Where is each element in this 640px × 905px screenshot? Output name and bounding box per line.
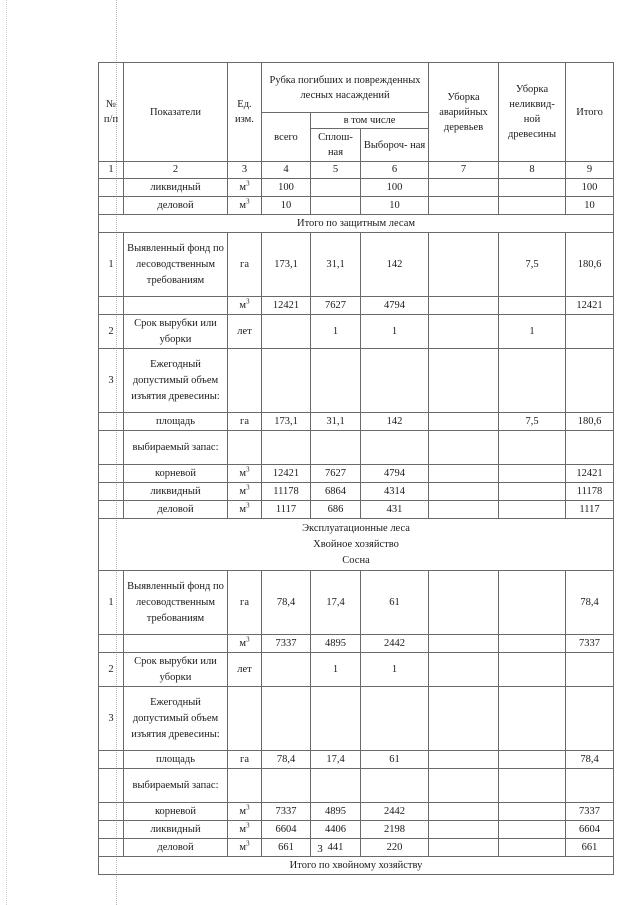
cell: 1 <box>499 315 566 349</box>
cell <box>499 653 566 687</box>
col-number: 4 <box>262 162 311 179</box>
cell: 220 <box>361 839 429 857</box>
cell: 2198 <box>361 821 429 839</box>
cell <box>262 315 311 349</box>
table-row <box>99 635 614 653</box>
cell <box>429 635 499 653</box>
cell: 6864 <box>311 483 361 501</box>
cell: 1117 <box>262 501 311 519</box>
row-label: деловой <box>124 501 228 519</box>
unit-ha: га <box>228 233 262 297</box>
page-number: 3 <box>317 843 323 855</box>
row-number: 1 <box>99 571 124 635</box>
cell <box>499 821 566 839</box>
section-title: Итого по защитным лесам <box>99 215 614 233</box>
row-label: Ежегодный допустимый объем изъятия древесины: <box>124 349 228 413</box>
table-row <box>99 751 614 769</box>
table-row <box>99 179 614 197</box>
unit-m3: $м^3$ <box>228 635 262 653</box>
cell: 31,1 <box>311 233 361 297</box>
cell <box>566 315 614 349</box>
cell: 7,5 <box>499 233 566 297</box>
header-felling: Рубка погибших и поврежденных лесных насаждений <box>262 63 429 113</box>
cell: 142 <box>361 413 429 431</box>
cell: 12421 <box>566 297 614 315</box>
cell: 100 <box>361 179 429 197</box>
unit-m3: $м^3$ <box>228 483 262 501</box>
cell: 100 <box>262 179 311 197</box>
cell: 100 <box>566 179 614 197</box>
section-title-row <box>99 519 614 571</box>
cell: 7337 <box>566 635 614 653</box>
header-row-1 <box>99 63 614 113</box>
cell: 61 <box>361 571 429 635</box>
cell <box>429 653 499 687</box>
cell: 4794 <box>361 297 429 315</box>
cell: 4794 <box>361 465 429 483</box>
col-number: 3 <box>228 162 262 179</box>
cell <box>311 179 361 197</box>
cell <box>499 635 566 653</box>
unit-years: лет <box>228 315 262 349</box>
cell <box>429 751 499 769</box>
cell: 142 <box>361 233 429 297</box>
row-label: площадь <box>124 413 228 431</box>
cell: 6604 <box>566 821 614 839</box>
row-label: выбираемый запас: <box>124 431 228 465</box>
table-row <box>99 315 614 349</box>
section-title-row <box>99 215 614 233</box>
cell: 7337 <box>262 635 311 653</box>
row-label: ликвидный <box>124 179 228 197</box>
cell: 78,4 <box>262 751 311 769</box>
unit-ha: га <box>228 413 262 431</box>
table-row <box>99 483 614 501</box>
cell: 686 <box>311 501 361 519</box>
cell <box>429 821 499 839</box>
cell: 1 <box>311 315 361 349</box>
unit-years: лет <box>228 653 262 687</box>
section-title-line: Эксплуатационные леса <box>302 522 410 534</box>
row-number: 2 <box>99 653 124 687</box>
cell: 1117 <box>566 501 614 519</box>
cell <box>429 571 499 635</box>
cell: 12421 <box>262 465 311 483</box>
cell: 7337 <box>262 803 311 821</box>
cell: 12421 <box>262 297 311 315</box>
cell <box>499 465 566 483</box>
cell: 61 <box>361 751 429 769</box>
row-number: 3 <box>99 349 124 413</box>
table-row <box>99 413 614 431</box>
cell <box>429 465 499 483</box>
col-number: 1 <box>99 162 124 179</box>
cell: 6604 <box>262 821 311 839</box>
table-row <box>99 769 614 803</box>
cell: 12421 <box>566 465 614 483</box>
scan-margin-line-left <box>6 0 7 905</box>
table-row <box>99 349 614 413</box>
row-label: ликвидный <box>124 483 228 501</box>
row-number: 3 <box>99 687 124 751</box>
table-row <box>99 297 614 315</box>
row-label: Выявленный фонд по лесоводственным требованиям <box>124 571 228 635</box>
cell: 11178 <box>262 483 311 501</box>
section-title-line: Хвойное хозяйство <box>313 538 399 550</box>
table-row <box>99 431 614 465</box>
table-row <box>99 197 614 215</box>
cell <box>499 179 566 197</box>
cell: 180,6 <box>566 413 614 431</box>
cell <box>499 803 566 821</box>
unit-m3: $м^3$ <box>228 197 262 215</box>
cell <box>499 483 566 501</box>
row-number: 1 <box>99 233 124 297</box>
row-label: деловой <box>124 197 228 215</box>
cell <box>429 483 499 501</box>
row-label: Срок вырубки или уборки <box>124 653 228 687</box>
cell <box>499 197 566 215</box>
felling-table <box>98 62 614 875</box>
cell: 180,6 <box>566 233 614 297</box>
header-including: в том числе <box>311 113 429 129</box>
cell: 7337 <box>566 803 614 821</box>
cell: 10 <box>262 197 311 215</box>
unit-m3: $м^3$ <box>228 179 262 197</box>
cell: 441 <box>311 839 361 857</box>
cell: 431 <box>361 501 429 519</box>
cell: 661 <box>262 839 311 857</box>
row-label: Срок вырубки или уборки <box>124 315 228 349</box>
cell: 2442 <box>361 635 429 653</box>
cell <box>311 197 361 215</box>
row-label: выбираемый запас: <box>124 769 228 803</box>
row-label: деловой <box>124 839 228 857</box>
row-number: 2 <box>99 315 124 349</box>
row-label: корневой <box>124 803 228 821</box>
unit-m3: $м^3$ <box>228 839 262 857</box>
unit-m3: $м^3$ <box>228 821 262 839</box>
cell: 17,4 <box>311 751 361 769</box>
table-row <box>99 465 614 483</box>
cell <box>499 297 566 315</box>
table-row <box>99 501 614 519</box>
unit-m3: $м^3$ <box>228 465 262 483</box>
cell: 1 <box>361 653 429 687</box>
col-number: 7 <box>429 162 499 179</box>
unit-ha: га <box>228 751 262 769</box>
cell <box>429 803 499 821</box>
cell: 78,4 <box>262 571 311 635</box>
section-footer: Итого по хвойному хозяйству <box>99 857 614 875</box>
header-indicators: Показатели <box>124 63 228 162</box>
column-numbers-row <box>99 162 614 179</box>
row-label: площадь <box>124 751 228 769</box>
header-unit: Ед. изм. <box>228 63 262 162</box>
cell: 4895 <box>311 803 361 821</box>
col-number: 6 <box>361 162 429 179</box>
table-row <box>99 803 614 821</box>
cell: 4895 <box>311 635 361 653</box>
cell: 7627 <box>311 297 361 315</box>
unit-ha: га <box>228 571 262 635</box>
section-title <box>99 519 614 571</box>
table-row <box>99 821 614 839</box>
unit-m3: $м^3$ <box>228 501 262 519</box>
cell: 10 <box>361 197 429 215</box>
row-label: корневой <box>124 465 228 483</box>
cell <box>499 751 566 769</box>
cell: 7627 <box>311 465 361 483</box>
unit-m3: $м^3$ <box>228 803 262 821</box>
row-label: Ежегодный допустимый объем изъятия древесины: <box>124 687 228 751</box>
cell <box>429 179 499 197</box>
cell <box>429 297 499 315</box>
cell: 661 <box>566 839 614 857</box>
cell: 1 <box>361 315 429 349</box>
cell: 11178 <box>566 483 614 501</box>
cell: 173,1 <box>262 413 311 431</box>
cell: 4314 <box>361 483 429 501</box>
cell <box>566 653 614 687</box>
header-selective: Выбороч- ная <box>361 129 429 162</box>
cell: 31,1 <box>311 413 361 431</box>
cell: 78,4 <box>566 751 614 769</box>
header-emergency: Уборка аварийных деревьев <box>429 63 499 162</box>
cell <box>499 571 566 635</box>
cell: 10 <box>566 197 614 215</box>
section-title-line: Сосна <box>342 554 370 566</box>
row-label: Выявленный фонд по лесоводственным требованиям <box>124 233 228 297</box>
cell: 1 <box>311 653 361 687</box>
table-row <box>99 653 614 687</box>
cell <box>429 413 499 431</box>
cell: 2442 <box>361 803 429 821</box>
col-number: 8 <box>499 162 566 179</box>
unit-m3: $м^3$ <box>228 297 262 315</box>
cell <box>429 315 499 349</box>
header-total: всего <box>262 113 311 162</box>
cell: 78,4 <box>566 571 614 635</box>
row-label: ликвидный <box>124 821 228 839</box>
cell: 173,1 <box>262 233 311 297</box>
cell: 4406 <box>311 821 361 839</box>
header-itogo: Итого <box>566 63 614 162</box>
col-number: 5 <box>311 162 361 179</box>
cell <box>262 653 311 687</box>
header-nonliquid: Уборка неликвид- ной древесины <box>499 63 566 162</box>
cell <box>429 501 499 519</box>
section-title-row <box>99 857 614 875</box>
col-number: 9 <box>566 162 614 179</box>
col-number: 2 <box>124 162 228 179</box>
cell: 17,4 <box>311 571 361 635</box>
table-row <box>99 687 614 751</box>
table-row <box>99 233 614 297</box>
header-clear: Сплош- ная <box>311 129 361 162</box>
cell <box>429 233 499 297</box>
cell <box>429 197 499 215</box>
table-row <box>99 571 614 635</box>
cell: 7,5 <box>499 413 566 431</box>
cell <box>499 501 566 519</box>
header-num: № п/п <box>99 63 124 162</box>
